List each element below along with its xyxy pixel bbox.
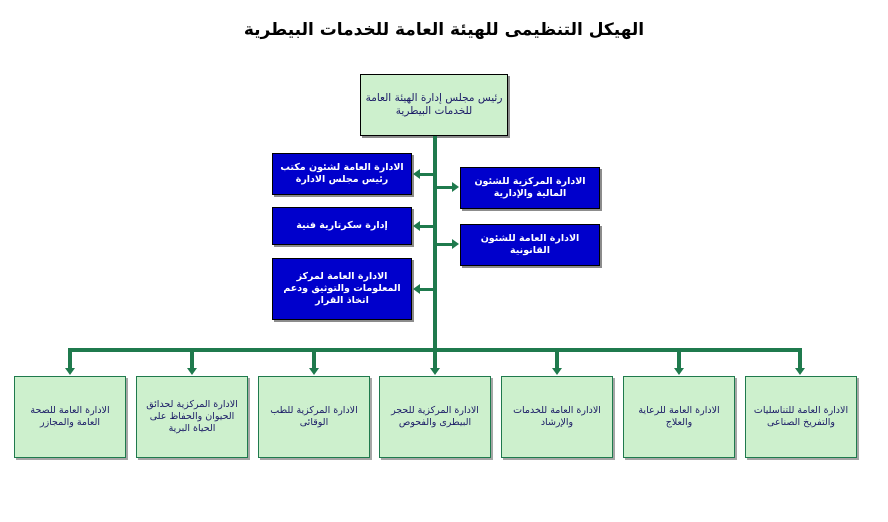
node-staff-right-1[interactable]: الادارة العامة لشئون مكتب رئيس مجلس الادارة [272, 153, 412, 195]
arrow-drop-6 [674, 368, 684, 375]
connector-drop-3 [312, 348, 316, 370]
connector-staff-left-1 [437, 186, 453, 189]
arrow-drop-7 [795, 368, 805, 375]
arrow-drop-4 [430, 368, 440, 375]
node-department-2[interactable]: الادارة المركزية لحدائق الحيوان والحفاظ على الحياة البرية [136, 376, 248, 458]
arrow-drop-1 [65, 368, 75, 375]
connector-drop-1 [68, 348, 72, 370]
node-staff-left-2[interactable]: الادارة العامة للشئون القانونية [460, 224, 600, 266]
node-root[interactable]: رئيس مجلس إدارة الهيئة العامة للخدمات البيطرية [360, 74, 508, 136]
connector-root-spine [433, 136, 437, 348]
arrow-drop-3 [309, 368, 319, 375]
page-title: الهيكل التنظيمى للهيئة العامة للخدمات البيطرية [243, 20, 645, 40]
connector-drop-5 [555, 348, 559, 370]
arrow-staff-left-1 [452, 182, 459, 192]
connector-staff-right-1 [420, 173, 436, 176]
connector-staff-left-2 [437, 243, 453, 246]
node-staff-left-1[interactable]: الادارة المركزية للشئون المالية والإدارية [460, 167, 600, 209]
connector-drop-6 [677, 348, 681, 370]
arrow-drop-5 [552, 368, 562, 375]
arrow-staff-left-2 [452, 239, 459, 249]
connector-drop-7 [798, 348, 802, 370]
arrow-staff-right-2 [413, 221, 420, 231]
arrow-staff-right-1 [413, 169, 420, 179]
node-department-6[interactable]: الادارة العامة للرعاية والعلاج [623, 376, 735, 458]
node-staff-right-2[interactable]: إدارة سكرتارية فنية [272, 207, 412, 245]
connector-staff-right-3 [420, 288, 436, 291]
node-department-1[interactable]: الادارة العامة للصحة العامة والمجازر [14, 376, 126, 458]
node-staff-right-3[interactable]: الادارة العامة لمركز المعلومات والتوثيق ودعم اتخاذ القرار [272, 258, 412, 320]
node-department-7[interactable]: الادارة العامة للتناسليات والتفريخ الصناعى [745, 376, 857, 458]
arrow-staff-right-3 [413, 284, 420, 294]
node-department-4[interactable]: الادارة المركزية للحجر البيطرى والفحوص [379, 376, 491, 458]
connector-staff-right-2 [420, 225, 436, 228]
node-department-3[interactable]: الادارة المركزية للطب الوقائى [258, 376, 370, 458]
connector-drop-4 [433, 348, 437, 370]
arrow-drop-2 [187, 368, 197, 375]
node-department-5[interactable]: الادارة العامة للخدمات والإرشاد [501, 376, 613, 458]
connector-drop-2 [190, 348, 194, 370]
